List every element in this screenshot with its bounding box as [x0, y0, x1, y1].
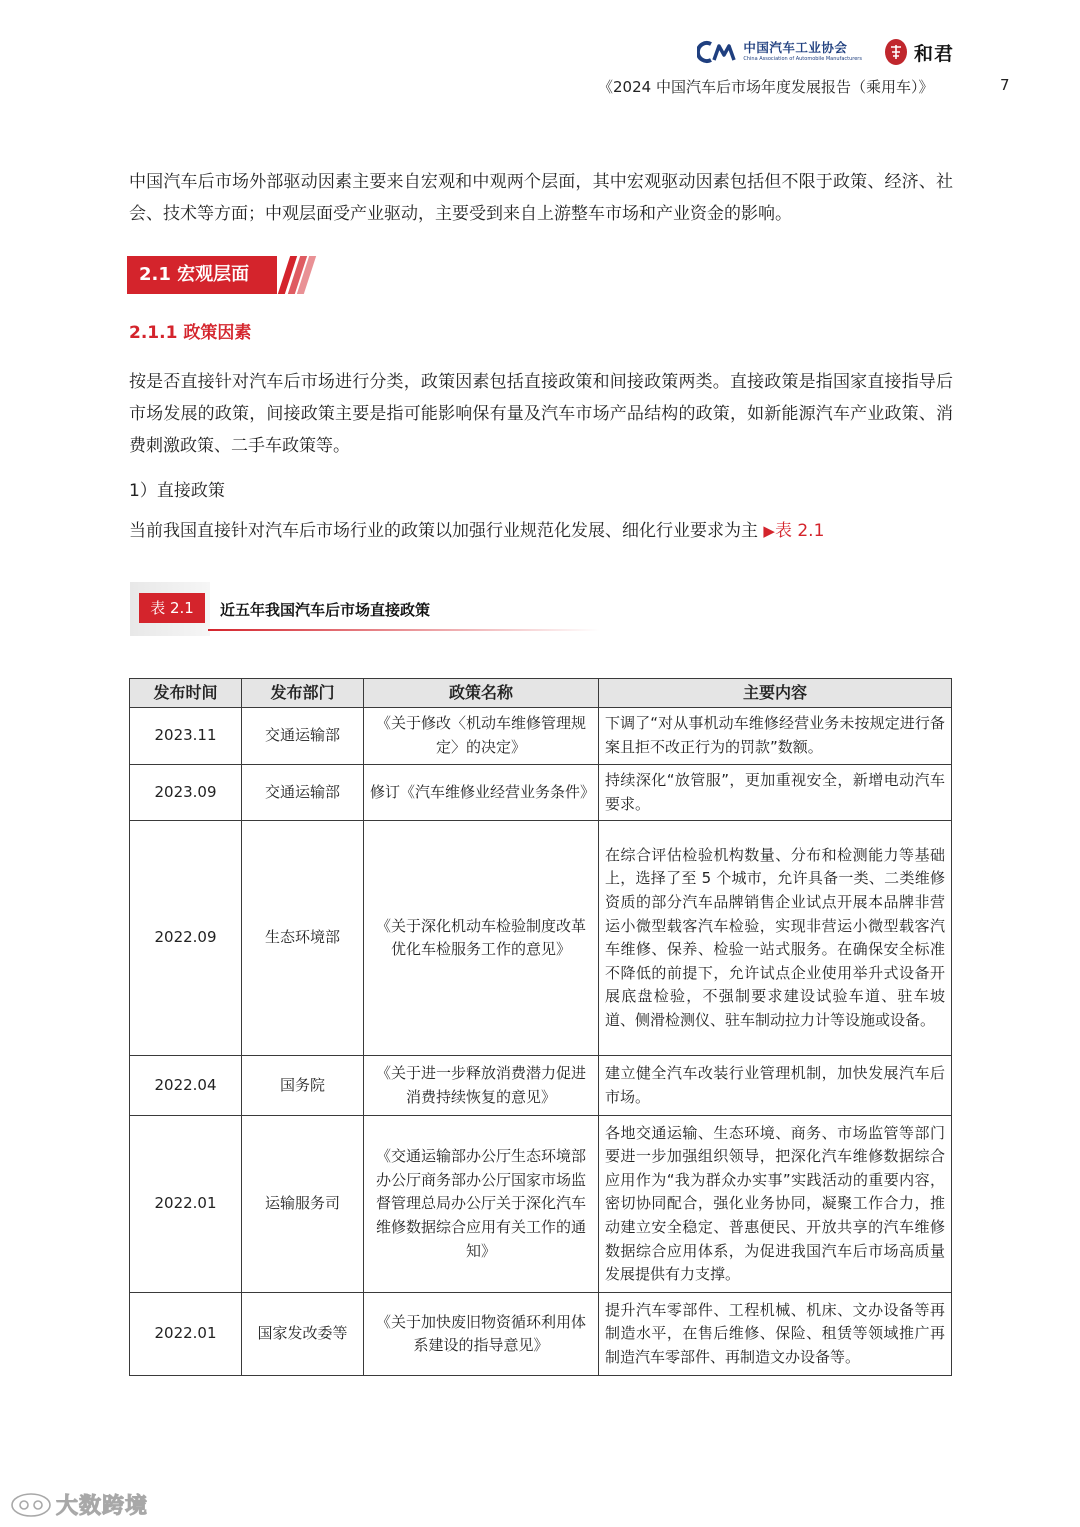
cell-policy-name: 《关于深化机动车检验制度改革优化车检服务工作的意见》 — [364, 821, 599, 1056]
caam-english-name: China Association of Automobile Manufacturers — [743, 56, 862, 63]
report-title: 《2024 中国汽车后市场年度发展报告（乘用车）》 — [598, 78, 934, 96]
cell-date: 2022.09 — [130, 821, 242, 1056]
column-header: 发布时间 — [130, 679, 242, 708]
cell-date: 2023.11 — [130, 708, 242, 765]
watermark — [10, 1489, 148, 1520]
subsection-heading: 2.1.1 政策因素 — [129, 323, 252, 343]
table-row — [130, 1293, 952, 1376]
cell-policy-name: 《关于修改〈机动车维修管理规定〉的决定》 — [364, 708, 599, 765]
lead-text: 当前我国直接针对汽车后市场行业的政策以加强行业规范化发展、细化行业要求为主 — [129, 521, 764, 541]
item-heading: 1）直接政策 — [129, 481, 225, 501]
partner-name: 和君 — [913, 42, 954, 65]
cell-policy-name: 《交通运输部办公厅生态环境部办公厅商务部办公厅国家市场监督管理总局办公厅关于深化汽车维修数据综合应用有关工作的通知》 — [364, 1116, 599, 1293]
play-arrow-icon: ▶ — [763, 522, 775, 540]
cell-department: 国家发改委等 — [242, 1293, 364, 1376]
table-title: 近五年我国汽车后市场直接政策 — [220, 601, 431, 619]
table-row — [130, 1116, 952, 1293]
table-row — [130, 708, 952, 765]
column-header: 主要内容 — [599, 679, 952, 708]
cell-content: 持续深化“放管服”，更加重视安全，新增电动汽车要求。 — [599, 765, 952, 821]
cell-department: 运输服务司 — [242, 1116, 364, 1293]
cell-department: 国务院 — [242, 1056, 364, 1116]
intro-paragraph: 中国汽车后市场外部驱动因素主要来自宏观和中观两个层面，其中宏观驱动因素包括但不限于政策、经济、社会、技术等方面；中观层面受产业驱动，主要受到来自上游整车市场和产业资金的影响。 — [129, 172, 953, 224]
table-row — [130, 765, 952, 821]
policy-table — [129, 678, 952, 1376]
column-header: 发布部门 — [242, 679, 364, 708]
table-row — [130, 1056, 952, 1116]
table-row — [130, 821, 952, 1056]
cell-date: 2023.09 — [130, 765, 242, 821]
page-number: 7 — [1000, 76, 1010, 94]
section-heading-banner — [127, 256, 305, 294]
cell-content: 在综合评估检验机构数量、分布和检测能力等基础上，选择了至 5 个城市，允许具备一类、二类维修资质的部分汽车品牌销售企业试点开展本品牌非营运小微型载客汽车检验，实现非营运小微型载客汽车维修、保养、检验一站式服务。在确保安全标准不降低的前提下，允许试点企业使用举升式设备开展底盘检验，不强制要求建设试验车道、驻车坡道、侧滑检测仪、驻车制动拉力计等设施或设备。 — [599, 821, 952, 1056]
cell-policy-name: 修订《汽车维修业经营业务条件》 — [364, 765, 599, 821]
seal-icon — [884, 38, 908, 66]
cell-content: 建立健全汽车改装行业管理机制，加快发展汽车后市场。 — [599, 1056, 952, 1116]
header-logos — [697, 38, 954, 66]
table-caption — [130, 582, 600, 636]
caption-underline — [208, 629, 600, 631]
cell-date: 2022.04 — [130, 1056, 242, 1116]
caam-logo-icon — [697, 40, 737, 64]
cell-date: 2022.01 — [130, 1293, 242, 1376]
section-heading: 2.1 宏观层面 — [139, 264, 250, 285]
caam-logo — [697, 40, 862, 64]
column-header: 政策名称 — [364, 679, 599, 708]
cell-content: 各地交通运输、生态环境、商务、市场监管等部门要进一步加强组织领导，把深化汽车维修数据综合应用作为“我为群众办实事”实践活动的重要内容，密切协同配合，强化业务协同，凝聚工作合力，推动建立安全稳定、普惠便民、开放共享的汽车维修数据综合应用体系，为促进我国汽车后市场高质量发展提供有力支撑。 — [599, 1116, 952, 1293]
table-number-badge: 表 2.1 — [139, 593, 205, 623]
cell-policy-name: 《关于加快废旧物资循环利用体系建设的指导意见》 — [364, 1293, 599, 1376]
cell-content: 下调了“对从事机动车维修经营业务未按规定进行备案且拒不改正行为的罚款”数额。 — [599, 708, 952, 765]
caam-name: 中国汽车工业协会 — [743, 39, 848, 55]
policy-paragraph: 按是否直接针对汽车后市场进行分类，政策因素包括直接政策和间接政策两类。直接政策是指国家直接指导后市场发展的政策，间接政策主要是指可能影响保有量及汽车市场产品结构的政策，如新能源汽车产业政策、消费刺激政策、二手车政策等。 — [129, 372, 953, 456]
cell-date: 2022.01 — [130, 1116, 242, 1293]
watermark-logo-icon — [10, 1492, 52, 1518]
lead-sentence — [129, 516, 824, 541]
cell-department: 交通运输部 — [242, 765, 364, 821]
table-header-row — [130, 679, 952, 708]
cell-department: 交通运输部 — [242, 708, 364, 765]
cell-department: 生态环境部 — [242, 821, 364, 1056]
cell-policy-name: 《关于进一步释放消费潜力促进消费持续恢复的意见》 — [364, 1056, 599, 1116]
hejun-logo — [884, 38, 954, 66]
watermark-text: 大数跨境 — [56, 1494, 149, 1519]
table-reference-link[interactable]: 表 2.1 — [774, 521, 825, 541]
cell-content: 提升汽车零部件、工程机械、机床、文办设备等再制造水平，在售后维修、保险、租赁等领域推广再制造汽车零部件、再制造文办设备等。 — [599, 1293, 952, 1376]
